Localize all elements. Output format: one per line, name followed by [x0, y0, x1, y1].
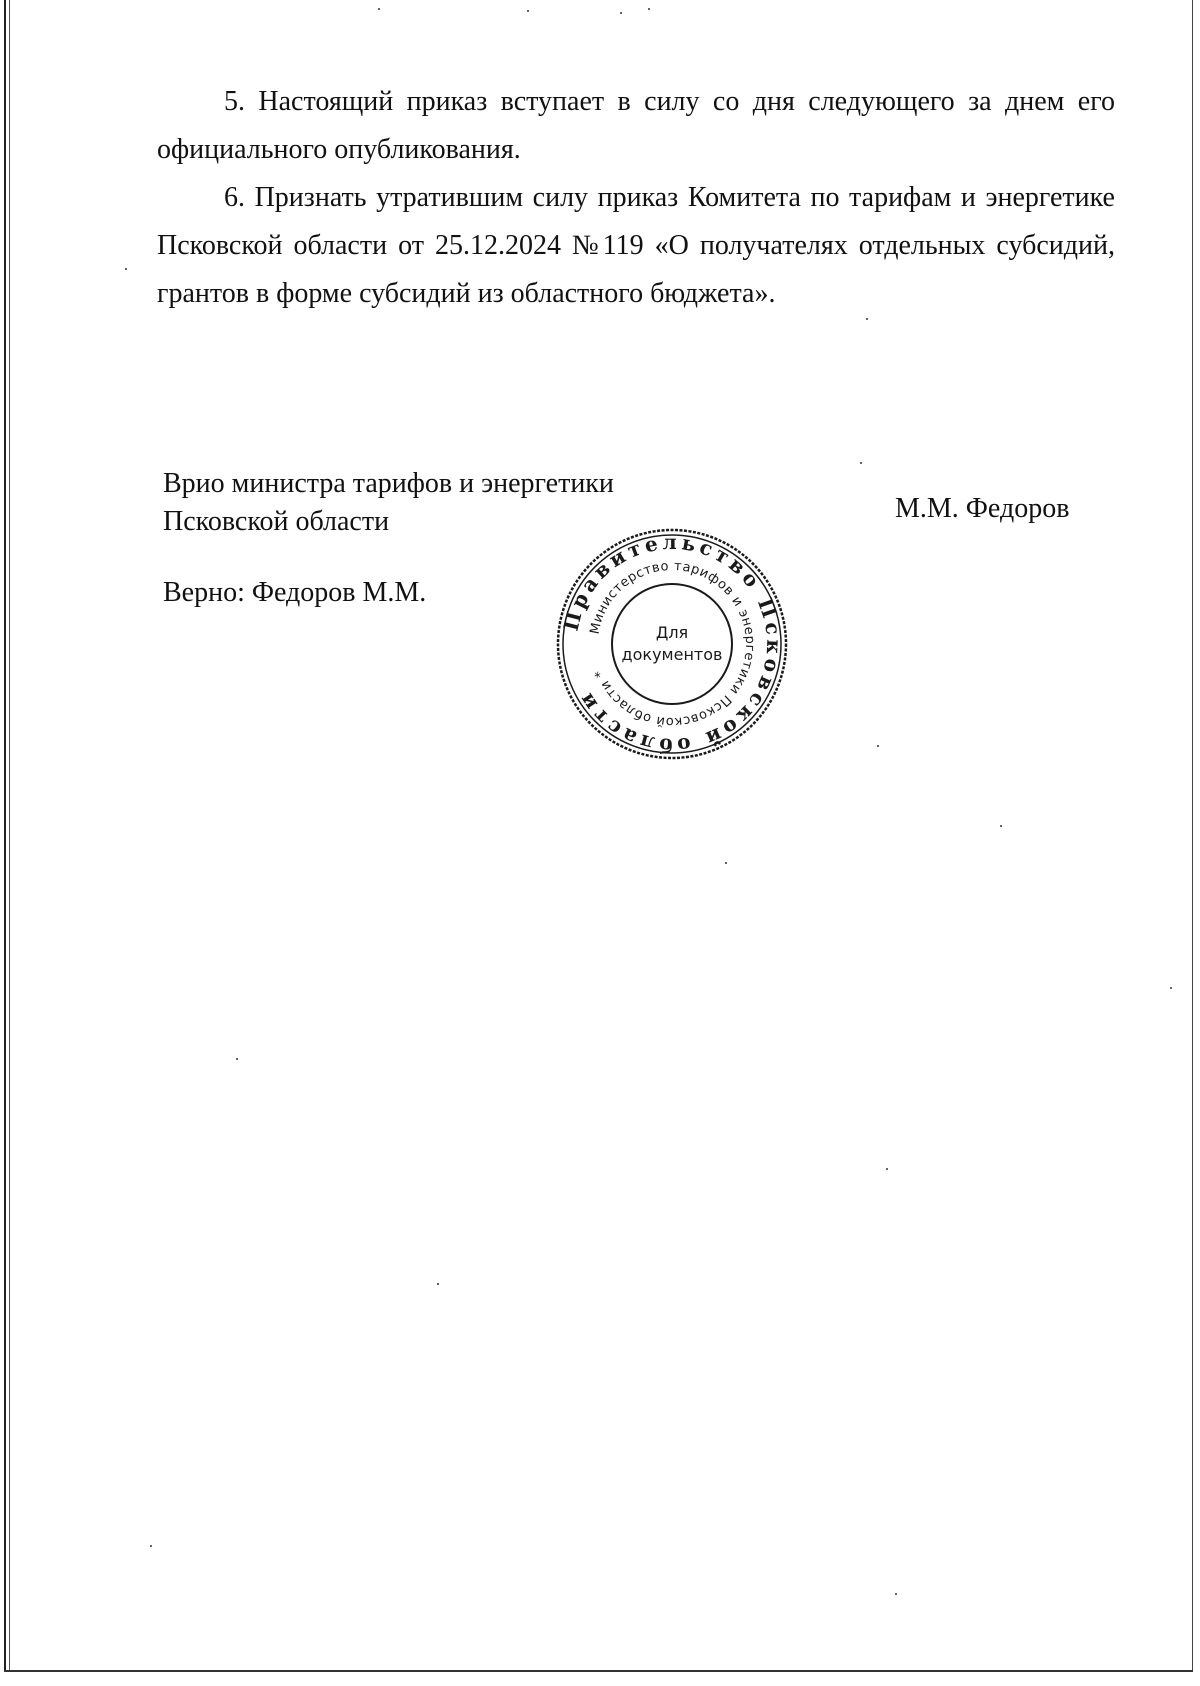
official-seal [554, 526, 790, 762]
scan-speck [527, 10, 529, 12]
scan-speck [648, 8, 650, 10]
scan-speck [378, 8, 380, 10]
scan-speck [437, 1283, 439, 1285]
paragraph-5: 5. Настоящий приказ вступает в силу со дня следующего за днем его официального опубликования. [157, 86, 1115, 165]
seal-center-line-1: Для [655, 623, 689, 642]
signatory-name: М.М. Федоров [895, 493, 1070, 524]
signatory-position [163, 465, 614, 541]
seal-inner-text: Министерство тарифов и энергетики Псковской области * [587, 558, 758, 730]
scan-speck [620, 12, 622, 14]
scan-speck [1000, 825, 1002, 827]
position-line-2: Псковской области [163, 506, 390, 537]
scan-speck [1170, 987, 1172, 989]
paragraph-6: 6. Признать утратившим силу приказ Комитета по тарифам и энергетике Псковской области от 25.12.2024 №119 «О получателях отдельных субсидий, грантов в форме субсидий из областного бюджета». [157, 182, 1115, 309]
scan-speck [725, 862, 727, 864]
scan-speck [150, 1545, 152, 1547]
scan-border-left-inner [9, 0, 10, 1672]
scan-speck [877, 745, 879, 747]
scan-speck [886, 1168, 888, 1170]
seal-center-line-2: документов [621, 645, 723, 664]
scan-border-bottom [4, 1670, 1193, 1672]
scan-speck [236, 1058, 238, 1060]
scan-border-right [1192, 0, 1193, 1672]
seal-outer-text: Правительство Псковской области [558, 529, 787, 759]
position-line-1: Врио министра тарифов и энергетики [163, 468, 614, 499]
scan-speck [125, 268, 127, 270]
scan-speck [895, 1593, 897, 1595]
seal-inner-ring [612, 584, 732, 704]
scan-speck [860, 462, 862, 464]
scan-speck [866, 318, 868, 320]
order-body [157, 78, 1115, 318]
scan-border-left [4, 0, 6, 1672]
verified-copy-note: Верно: Федоров М.М. [163, 577, 427, 608]
